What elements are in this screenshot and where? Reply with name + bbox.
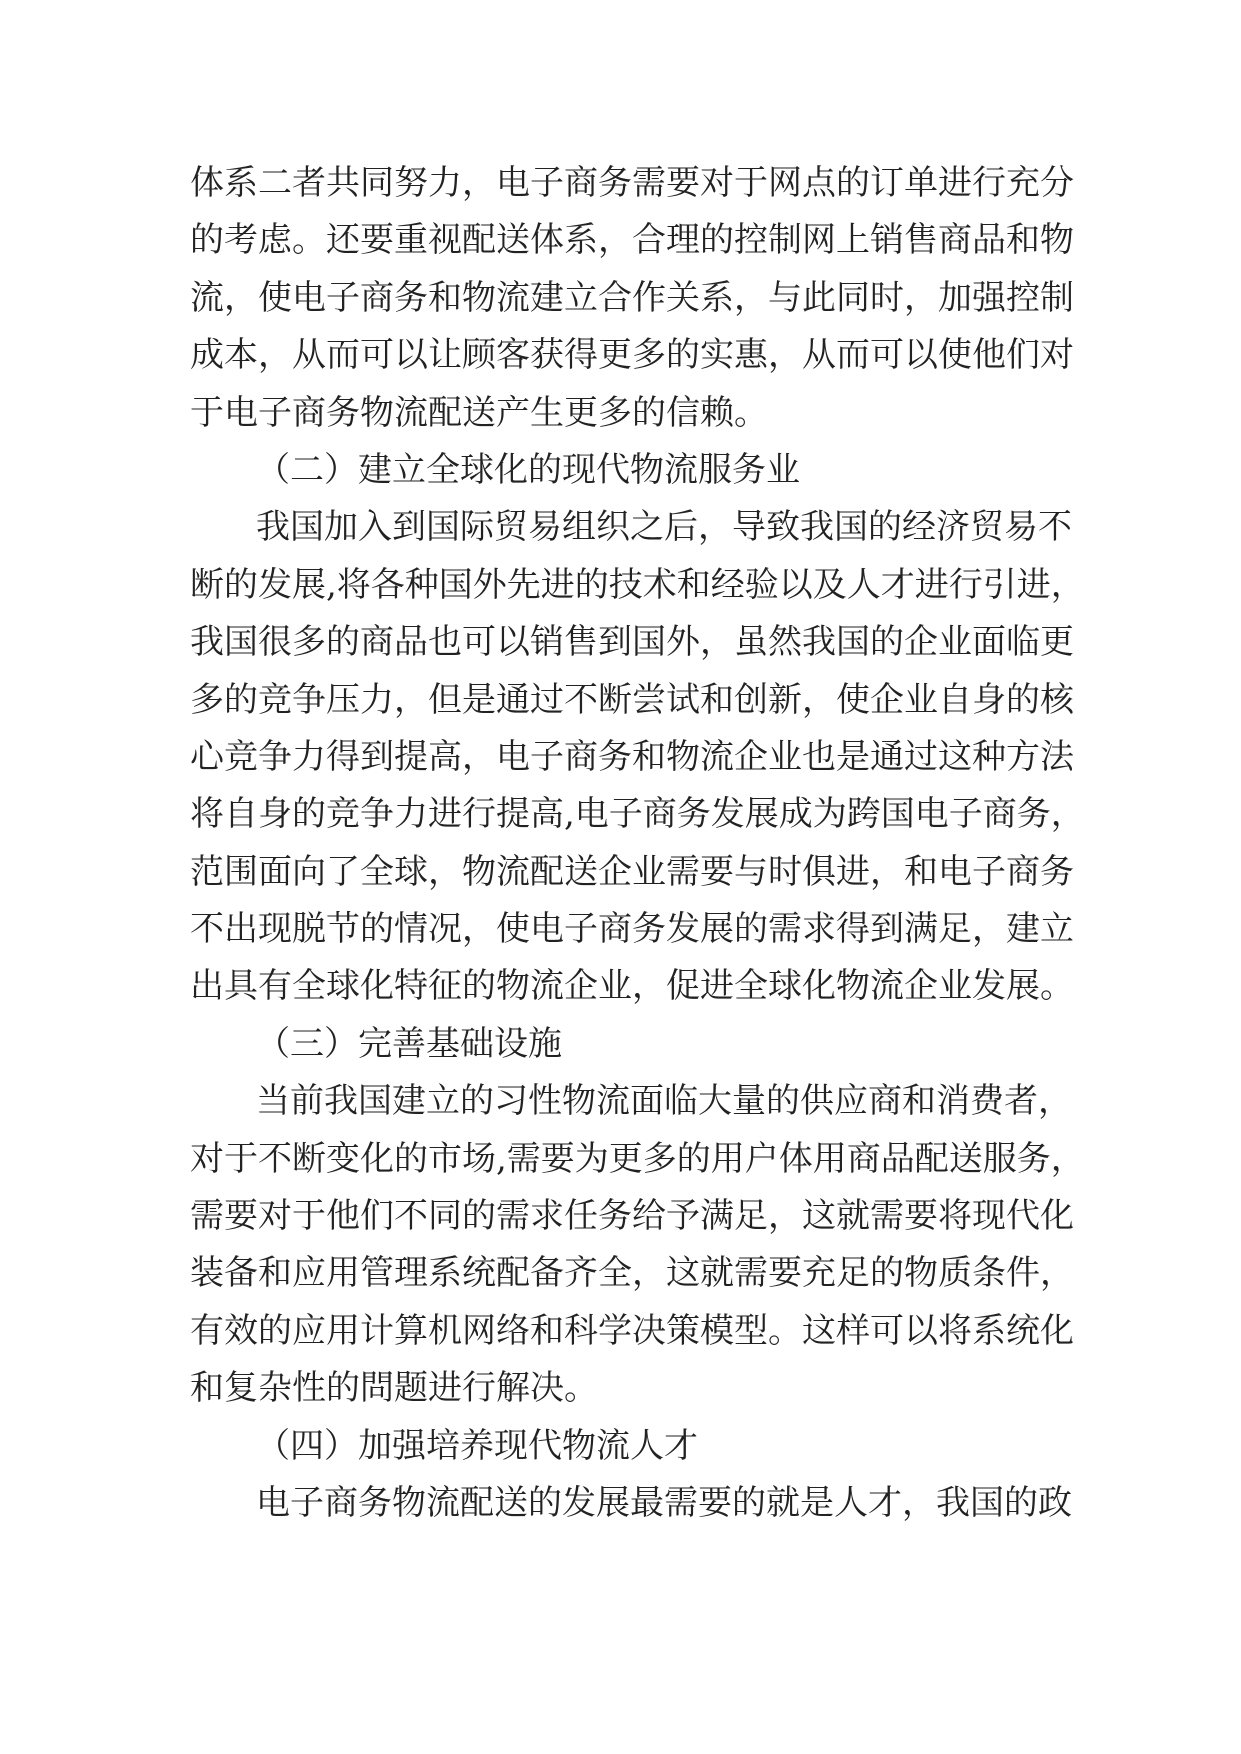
text-line: 成本，从而可以让顾客获得更多的实惠，从而可以使他们对 [190,335,1074,376]
text-line: 于电子商务物流配送产生更多的信赖。 [190,392,768,433]
document-body [190,155,1085,1532]
text-line: 和复杂性的問题进行解决。 [190,1368,598,1409]
text-line: 流，使电子商务和物流建立合作关系，与此同时，加强控制 [190,277,1074,318]
text-line: 出具有全球化特征的物流企业，促进全球化物流企业发展。 [190,966,1074,1007]
section-heading-3: （三）完善基础设施 [256,1023,562,1064]
text-line: 我国很多的商品也可以销售到国外，虽然我国的企业面临更 [190,622,1074,663]
text-line: 需要对于他们不同的需求任务给予满足，这就需要将现代化 [190,1196,1074,1237]
paragraph-continuation [190,155,1074,442]
paragraph-global-logistics [190,499,1085,1016]
paragraph-infrastructure [190,1073,1085,1417]
section-heading-2: （二）建立全球化的现代物流服务业 [256,449,800,490]
paragraph-talent [190,1475,1072,1532]
text-line: 范围面向了全球，物流配送企业需要与时俱进，和电子商务 [190,851,1074,892]
text-line: 断的发展,将各种国外先进的技术和经验以及人才进行引进， [190,564,1085,605]
text-line: 体系二者共同努力，电子商务需要对于网点的订单进行充分 [190,163,1074,203]
text-line: 多的竞争压力，但是通过不断尝试和创新，使企业自身的核 [190,679,1074,720]
text-line: 电子商务物流配送的发展最需要的就是人才，我国的政 [256,1482,1072,1523]
text-line: 装备和应用管理系统配备齐全，这就需要充足的物质条件， [190,1253,1074,1294]
text-line: 当前我国建立的习性物流面临大量的供应商和消费者， [256,1081,1072,1122]
text-line: 我国加入到国际贸易组织之后，导致我国的经济贸易不 [256,507,1072,548]
text-line: 心竞争力得到提高，电子商务和物流企业也是通过这种方法 [190,736,1074,777]
text-line: 将自身的竞争力进行提高,电子商务发展成为跨国电子商务， [190,794,1085,835]
text-line: 的考虑。还要重视配送体系，合理的控制网上销售商品和物 [190,220,1074,261]
section-heading-4: （四）加强培养现代物流人才 [256,1425,698,1466]
text-line: 有效的应用计算机网络和科学决策模型。这样可以将系统化 [190,1310,1074,1351]
text-line: 对于不断变化的市场,需要为更多的用户体用商品配送服务， [190,1138,1085,1179]
text-line: 不出现脱节的情况，使电子商务发展的需求得到满足，建立 [190,909,1074,950]
